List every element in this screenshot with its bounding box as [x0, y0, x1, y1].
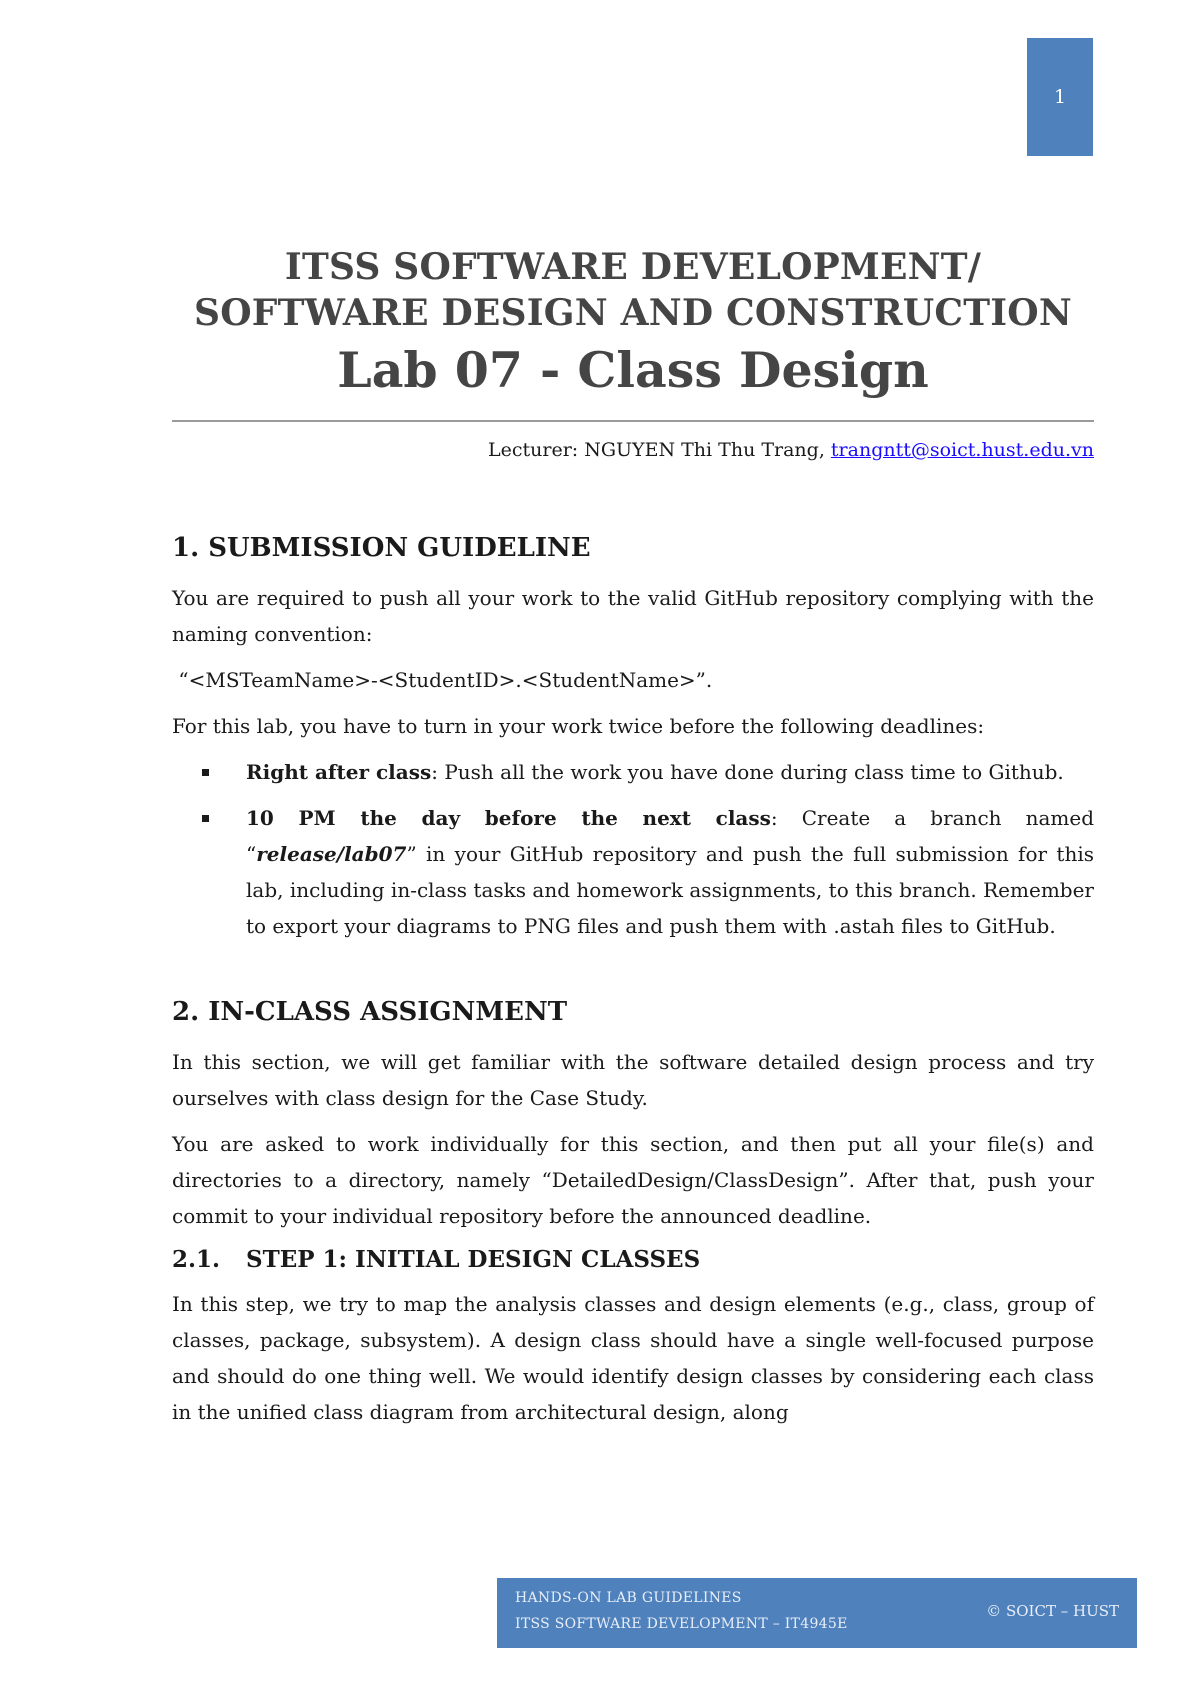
branch-name: release/lab07	[256, 842, 407, 866]
lecturer-email-link[interactable]: trangntt@soict.hust.edu.vn	[830, 439, 1094, 461]
section-2-paragraph-1: In this section, we will get familiar with the software detailed design process and try ourselves with class design for the Case Study.	[172, 1050, 1094, 1110]
document-title	[172, 244, 1094, 402]
section-2-paragraph-2: You are asked to work individually for this section, and then put all your file(s) and directories to a directory, namely “DetailedDesign/ClassDesign”. After that, push your commit to your individual repository before the announced deadline.	[172, 1132, 1094, 1228]
section-1-paragraph-1: You are required to push all your work to the valid GitHub repository complying with the naming convention:	[172, 586, 1094, 646]
naming-convention: “<MSTeamName>-<StudentID>.<StudentName>”.	[172, 668, 713, 692]
lecturer-line	[172, 436, 1094, 464]
step-1-number: 2.1.	[172, 1246, 221, 1273]
page-number-badge	[1027, 38, 1093, 156]
deadline-label: Right after class	[246, 760, 432, 784]
deadline-text: : Push all the work you have done during class time to Github.	[431, 760, 1064, 784]
lecturer-name: Lecturer: NGUYEN Thi Thu Trang,	[488, 439, 831, 461]
step-1-heading	[172, 1244, 1094, 1276]
course-title-line-2: SOFTWARE DESIGN AND CONSTRUCTION	[194, 292, 1072, 334]
deadline-text: : Create a branch named “	[246, 806, 1094, 866]
deadline-text-continued: ” in your GitHub repository and push the full submission for this lab, including in-class tasks and homework assignments, to this branch. Remember to export your diagrams to PNG files and push them with .astah files to GitHub.	[246, 842, 1094, 938]
list-item	[172, 800, 1094, 944]
title-divider	[172, 420, 1094, 422]
list-item	[172, 754, 1094, 790]
bullet-icon	[202, 815, 209, 822]
section-2-heading: 2. IN-CLASS ASSIGNMENT	[172, 997, 568, 1027]
page-footer	[497, 1578, 1137, 1648]
footer-copyright: © SOICT – HUST	[986, 1602, 1119, 1620]
course-title-line-1: ITSS SOFTWARE DEVELOPMENT/	[284, 246, 982, 288]
lab-title: Lab 07 - Class Design	[337, 341, 929, 399]
section-1-heading: 1. SUBMISSION GUIDELINE	[172, 533, 591, 563]
footer-course-label: ITSS SOFTWARE DEVELOPMENT – IT4945E	[515, 1616, 848, 1632]
section-spacer	[172, 954, 1094, 994]
page-number: 1	[1053, 86, 1067, 108]
document-body	[172, 530, 1094, 1440]
section-1-paragraph-2: For this lab, you have to turn in your work twice before the following deadlines:	[172, 714, 985, 738]
deadline-list	[172, 754, 1094, 944]
footer-guideline-label: HANDS-ON LAB GUIDELINES	[515, 1590, 742, 1606]
bullet-icon	[202, 769, 209, 776]
step-1-title: STEP 1: INITIAL DESIGN CLASSES	[246, 1246, 701, 1273]
step-1-paragraph: In this step, we try to map the analysis classes and design elements (e.g., class, group of classes, package, subsystem). A design class should have a single well-focused purpose and should do one thing well. We would identify design classes by considering each class in the unified class diagram from architectural design, along	[172, 1292, 1094, 1424]
deadline-label: 10 PM the day before the next class	[246, 806, 771, 830]
